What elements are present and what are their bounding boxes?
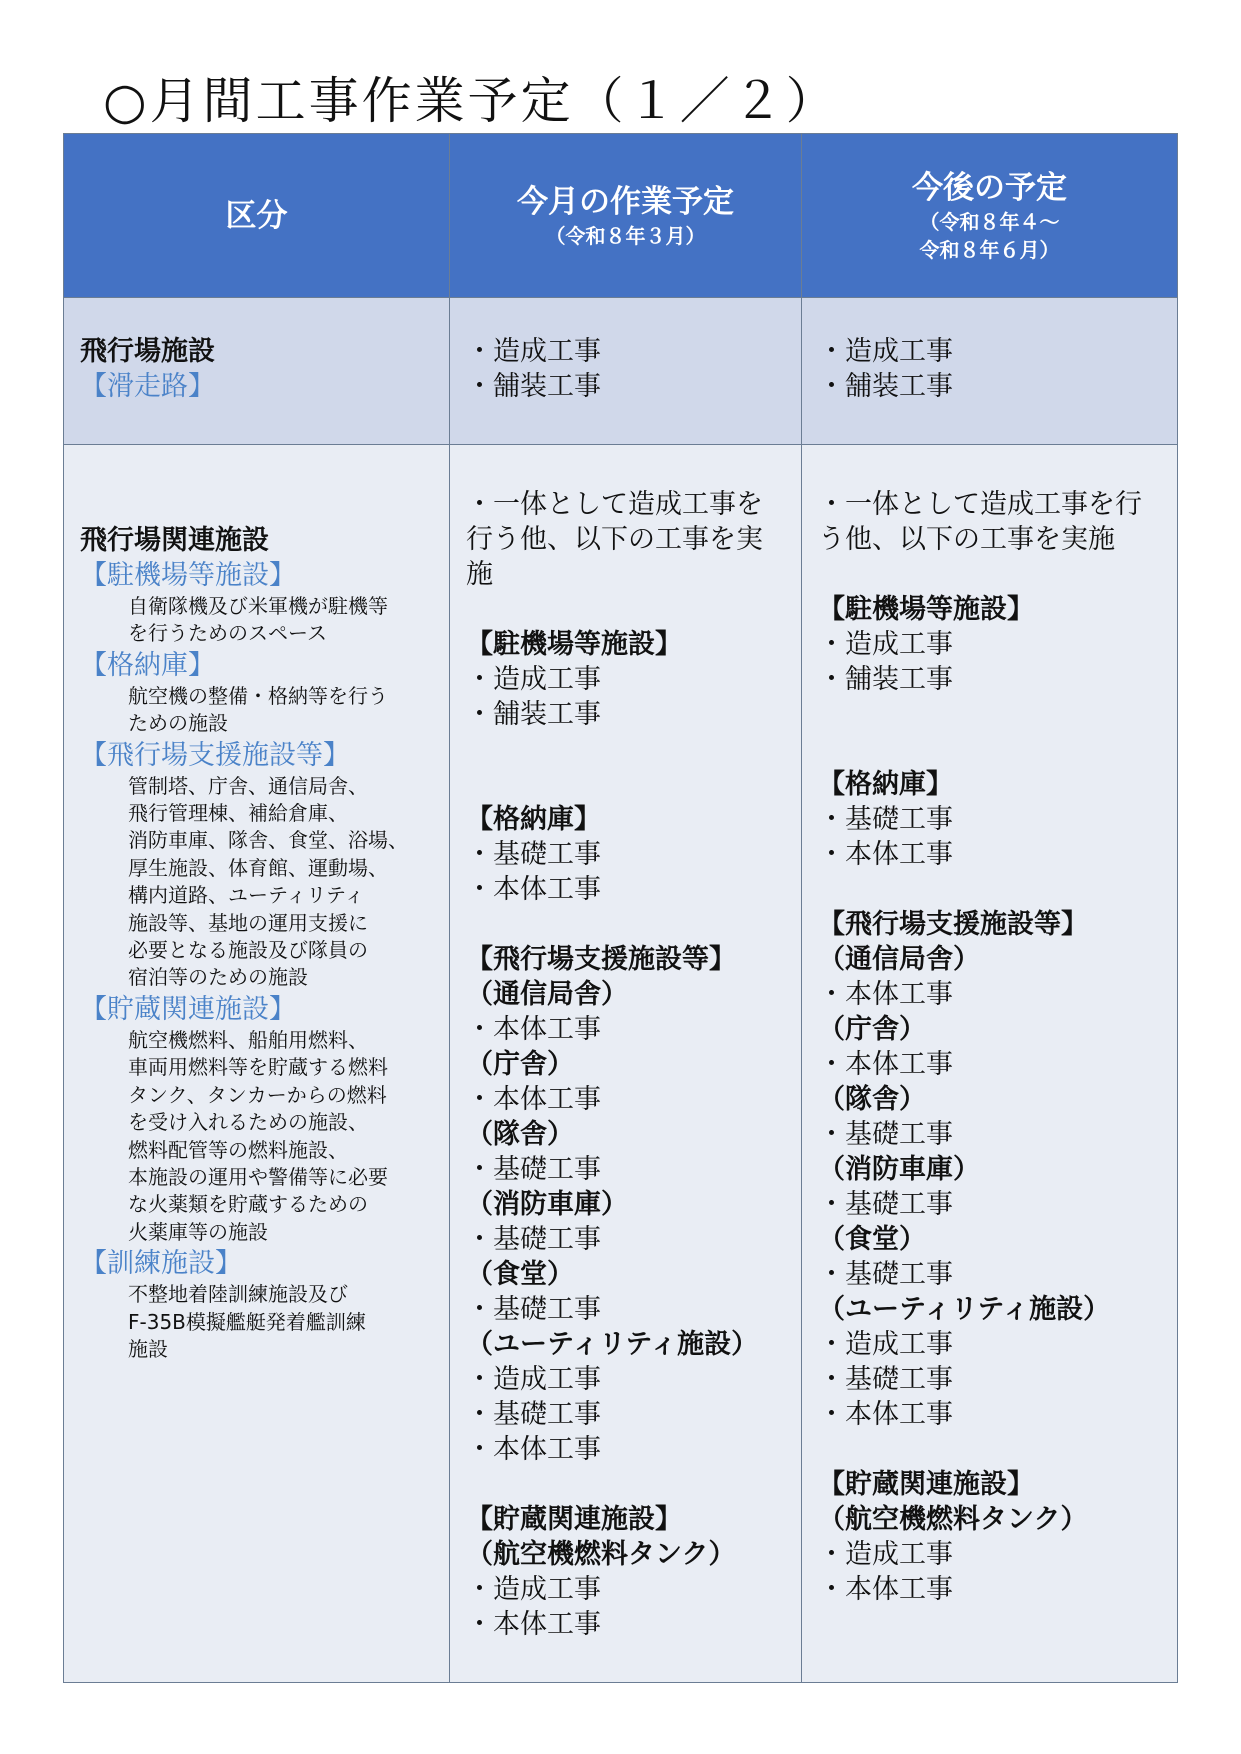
- work-item: ・造成工事: [466, 336, 601, 367]
- header-current: [450, 134, 802, 298]
- facility-heading: （消防車庫）: [818, 1154, 980, 1185]
- work-item: ・本体工事: [466, 874, 601, 905]
- row2-category-cell: [64, 445, 450, 1683]
- work-item: ・本体工事: [818, 979, 953, 1010]
- work-item: ・基礎工事: [818, 1364, 953, 1395]
- section-heading: 【飛行場支援施設等】: [818, 909, 1088, 940]
- work-item: ・基礎工事: [466, 1399, 601, 1430]
- table-row: [64, 445, 1178, 1683]
- facility-heading: （消防車庫）: [466, 1189, 628, 1220]
- work-item: ・造成工事: [466, 1364, 601, 1395]
- page-title: ○月間工事作業予定（１／２）: [103, 72, 839, 130]
- intro-text: ・一体として造成工事を行う他、以下の工事を実施: [466, 489, 763, 590]
- header-future-period-end: 令和８年６月）: [919, 237, 1060, 262]
- work-item: ・基礎工事: [818, 804, 953, 835]
- facility-heading: （庁舎）: [466, 1049, 574, 1080]
- work-item: ・舗装工事: [818, 371, 953, 402]
- section-heading: 【飛行場支援施設等】: [466, 944, 736, 975]
- header-future-period-start: （令和８年４～: [919, 209, 1060, 234]
- header-current-label: 今月の作業予定: [517, 183, 734, 220]
- facility-heading: （隊舎）: [818, 1084, 926, 1115]
- row1-current-cell: [450, 298, 802, 445]
- header-future-label: 今後の予定: [912, 169, 1067, 206]
- work-item: ・本体工事: [466, 1014, 601, 1045]
- work-item: ・本体工事: [466, 1084, 601, 1115]
- work-item: ・舗装工事: [466, 371, 601, 402]
- section-heading: 【貯蔵関連施設】: [466, 1504, 682, 1535]
- work-item: ・舗装工事: [818, 664, 953, 695]
- header-future: [802, 134, 1178, 298]
- section-heading: 【格納庫】: [818, 769, 953, 800]
- subcategory-label: 【飛行場支援施設等】: [80, 739, 350, 771]
- facility-heading: （航空機燃料タンク）: [466, 1539, 736, 1570]
- subcategory-label: 【訓練施設】: [80, 1248, 242, 1280]
- subcategory-description: 自衛隊機及び米軍機が駐機等 を行うためのスペース: [128, 594, 388, 646]
- work-item: ・基礎工事: [818, 1259, 953, 1290]
- subcategory-description: 航空機燃料、船舶用燃料、 車両用燃料等を貯蔵する燃料 タンク、タンカーからの燃料 を受け入れるための施設、 燃料配管等の燃料施設、 本施設の運用や警備等に必要 な火薬類を貯蔵するための 火薬庫等の施設: [128, 1027, 388, 1244]
- work-item: ・舗装工事: [466, 699, 601, 730]
- subcategory-label: 【駐機場等施設】: [80, 560, 296, 591]
- work-item: ・造成工事: [818, 336, 953, 367]
- work-item: ・造成工事: [466, 664, 601, 695]
- facility-heading: （食堂）: [818, 1224, 926, 1255]
- subcategory-description: 不整地着陸訓練施設及び F-35B模擬艦艇発着艦訓練 施設: [128, 1282, 366, 1361]
- category-title: 飛行場施設: [80, 336, 215, 367]
- section-heading: 【貯蔵関連施設】: [818, 1469, 1034, 1500]
- work-item: ・本体工事: [818, 839, 953, 870]
- subcategory-label: 【格納庫】: [80, 649, 215, 681]
- header-current-period: （令和８年３月）: [545, 223, 706, 248]
- facility-heading: （隊舎）: [466, 1119, 574, 1150]
- facility-heading: （ユーティリティ施設）: [818, 1294, 1111, 1325]
- row1-category-cell: [64, 298, 450, 445]
- row1-future-cell: [802, 298, 1178, 445]
- section-heading: 【駐機場等施設】: [818, 594, 1034, 625]
- facility-heading: （通信局舎）: [466, 979, 628, 1010]
- row2-current-cell: [450, 445, 802, 1683]
- table-row: [64, 298, 1178, 445]
- facility-heading: （通信局舎）: [818, 944, 980, 975]
- intro-text: ・一体として造成工事を行う他、以下の工事を実施: [818, 489, 1142, 555]
- section-heading: 【駐機場等施設】: [466, 629, 682, 660]
- schedule-table: [63, 133, 1178, 1683]
- work-item: ・造成工事: [466, 1574, 601, 1605]
- work-item: ・基礎工事: [818, 1119, 953, 1150]
- work-item: ・基礎工事: [818, 1189, 953, 1220]
- work-item: ・造成工事: [818, 629, 953, 660]
- work-item: ・基礎工事: [466, 1224, 601, 1255]
- work-item: ・基礎工事: [466, 1294, 601, 1325]
- work-item: ・基礎工事: [466, 839, 601, 870]
- work-item: ・造成工事: [818, 1539, 953, 1570]
- header-category: [64, 134, 450, 298]
- category-title: 飛行場関連施設: [80, 525, 269, 556]
- work-item: ・本体工事: [466, 1434, 601, 1465]
- subcategory-description: 航空機の整備・格納等を行う ための施設: [128, 683, 388, 736]
- work-item: ・本体工事: [466, 1609, 601, 1640]
- work-item: ・本体工事: [818, 1574, 953, 1605]
- work-item: ・本体工事: [818, 1399, 953, 1430]
- facility-heading: （庁舎）: [818, 1014, 926, 1045]
- subcategory-label: 【貯蔵関連施設】: [80, 993, 296, 1025]
- facility-heading: （ユーティリティ施設）: [466, 1329, 759, 1360]
- subcategory-description: 管制塔、庁舎、通信局舎、 飛行管理棟、補給倉庫、 消防車庫、隊舎、食堂、浴場、 厚生施設、体育館、運動場、 構内道路、ユーティリティ 施設等、基地の運用支援に 必要となる施設及び隊員の 宿泊等のための施設: [128, 773, 408, 990]
- work-item: ・本体工事: [818, 1049, 953, 1080]
- facility-heading: （食堂）: [466, 1259, 574, 1290]
- section-heading: 【格納庫】: [466, 804, 601, 835]
- header-row: [64, 134, 1178, 298]
- subcategory-label: 【滑走路】: [80, 371, 215, 402]
- facility-heading: （航空機燃料タンク）: [818, 1504, 1088, 1535]
- work-item: ・基礎工事: [466, 1154, 601, 1185]
- header-category-label: 区分: [225, 197, 288, 234]
- row2-future-cell: [802, 445, 1178, 1683]
- work-item: ・造成工事: [818, 1329, 953, 1360]
